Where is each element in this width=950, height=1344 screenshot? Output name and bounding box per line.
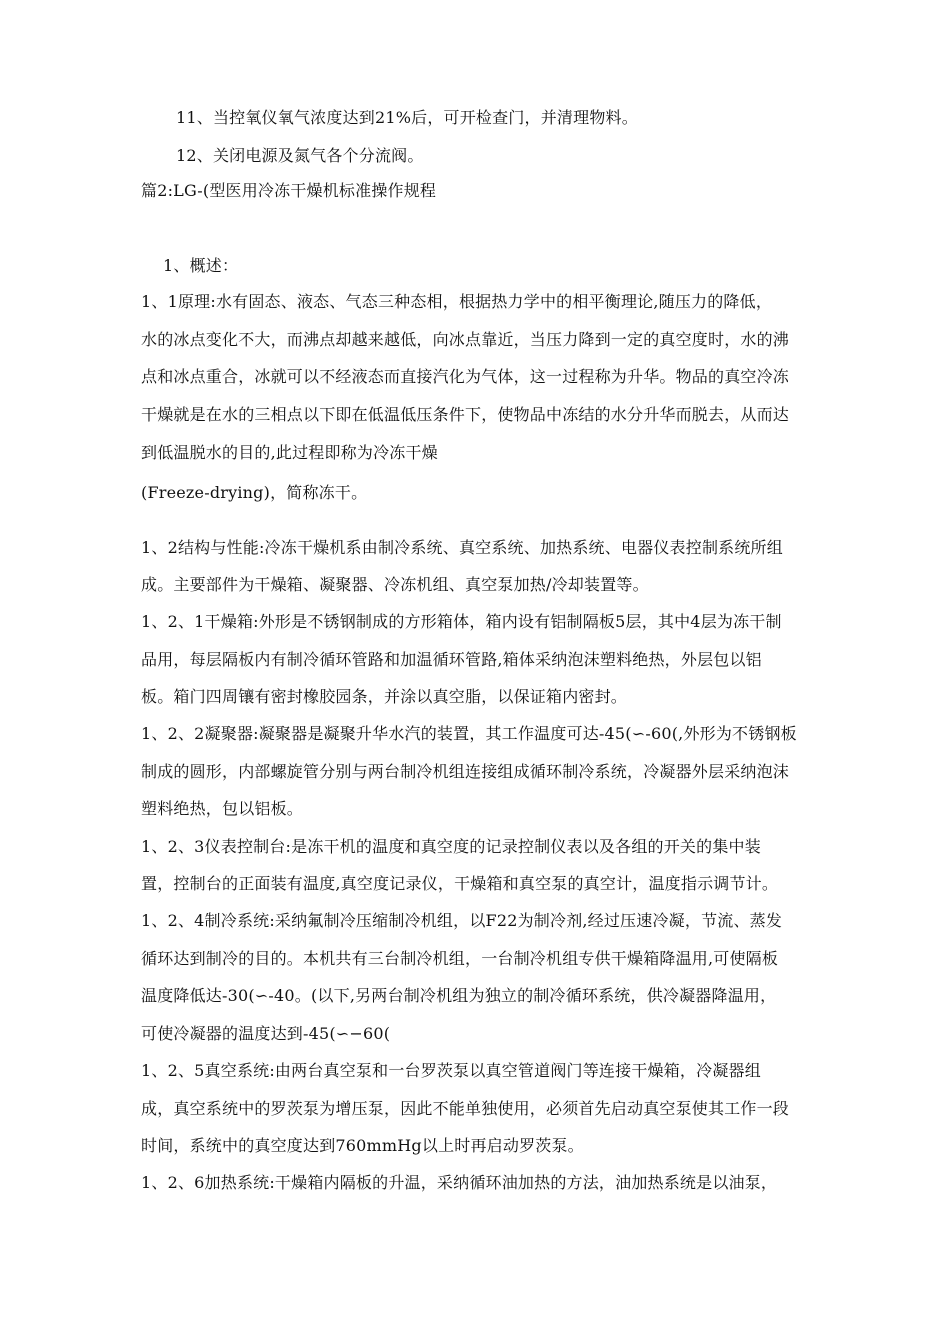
paragraph-line: 1、2、2凝聚器:凝聚器是凝聚升华水汽的装置，其工作温度可达-45(∽-60(,外形为不锈钢板 xyxy=(141,724,797,743)
paragraph-line: 1、2、1干燥箱:外形是不锈钢制成的方形箱体，箱内设有铝制隔板5层，其中4层为冻干制 xyxy=(141,612,782,631)
paragraph-line: 温度降低达-30(∽-40。(以下,另两台制冷机组为独立的制冷循环系统，供冷凝器降温用， xyxy=(141,986,777,1005)
paragraph-line: 循环达到制冷的目的。本机共有三台制冷机组，一台制冷机组专供干燥箱降温用,可使隔板 xyxy=(141,949,779,968)
paragraph-line: 可使冷凝器的温度达到-45(∽−60( xyxy=(141,1024,391,1043)
paragraph-line: 点和冰点重合，冰就可以不经液态而直接汽化为气体，这一过程称为升华。物品的真空冷冻 xyxy=(141,367,790,386)
step-11-text: 11、当控氧仪氧气浓度达到21%后，可开检查门，并清理物料。 xyxy=(176,108,638,127)
step-12-text: 12、关闭电源及氮气各个分流阀。 xyxy=(176,146,424,165)
paragraph-line: 塑料绝热，包以铝板。 xyxy=(141,799,304,818)
overview-heading: 1、概述： xyxy=(163,256,239,275)
paragraph-line: 品用，每层隔板内有制冷循环管路和加温循环管路,箱体采纳泡沫塑料绝热，外层包以铝 xyxy=(141,650,762,669)
section-title: 篇2:LG-(型医用冷冻干燥机标准操作规程 xyxy=(141,181,437,200)
paragraph-line: 1、2、6加热系统:干燥箱内隔板的升温，采纳循环油加热的方法，油加热系统是以油泵， xyxy=(141,1173,778,1192)
paragraph-line: 1、2、3仪表控制台:是冻干机的温度和真空度的记录控制仪表以及各组的开关的集中装 xyxy=(141,837,761,856)
paragraph-line: 干燥就是在水的三相点以下即在低温低压条件下，使物品中冻结的水分升华而脱去，从而达 xyxy=(141,405,790,424)
paragraph-line: 水的冰点变化不大，而沸点却越来越低，向冰点靠近，当压力降到一定的真空度时，水的沸 xyxy=(141,330,790,349)
paragraph-line: 置，控制台的正面装有温度,真空度记录仪，干燥箱和真空泵的真空计，温度指示调节计。 xyxy=(141,874,779,893)
paragraph-line: 1、2、5真空系统:由两台真空泵和一台罗茨泵以真空管道阀门等连接干燥箱，冷凝器组 xyxy=(141,1061,761,1080)
paragraph-line: 到低温脱水的目的,此过程即称为冷冻干燥 xyxy=(141,443,438,462)
paragraph-line: 成，真空系统中的罗茨泵为增压泵，因此不能单独使用，必须首先启动真空泵使其工作一段 xyxy=(141,1099,790,1118)
paragraph-line: 制成的圆形，内部螺旋管分别与两台制冷机组连接组成循环制冷系统，冷凝器外层采纳泡沫 xyxy=(141,762,790,781)
paragraph-line: 1、2结构与性能:冷冻干燥机系由制冷系统、真空系统、加热系统、电器仪表控制系统所组 xyxy=(141,538,783,557)
paragraph-line: (Freeze-drying)，简称冻干。 xyxy=(141,483,368,502)
paragraph-line: 时间，系统中的真空度达到760mmHg以上时再启动罗茨泵。 xyxy=(141,1136,584,1155)
paragraph-line: 成。主要部件为干燥箱、凝聚器、冷冻机组、真空泵加热/冷却装置等。 xyxy=(141,575,649,594)
paragraph-line: 1、2、4制冷系统:采纳氟制冷压缩制冷机组，以F22为制冷剂,经过压速冷凝，节流、蒸发 xyxy=(141,911,783,930)
paragraph-line: 1、1原理:水有固态、液态、气态三种态相，根据热力学中的相平衡理论,随压力的降低， xyxy=(141,292,773,311)
paragraph-line: 板。箱门四周镶有密封橡胶园条，并涂以真空脂，以保证箱内密封。 xyxy=(141,687,628,706)
